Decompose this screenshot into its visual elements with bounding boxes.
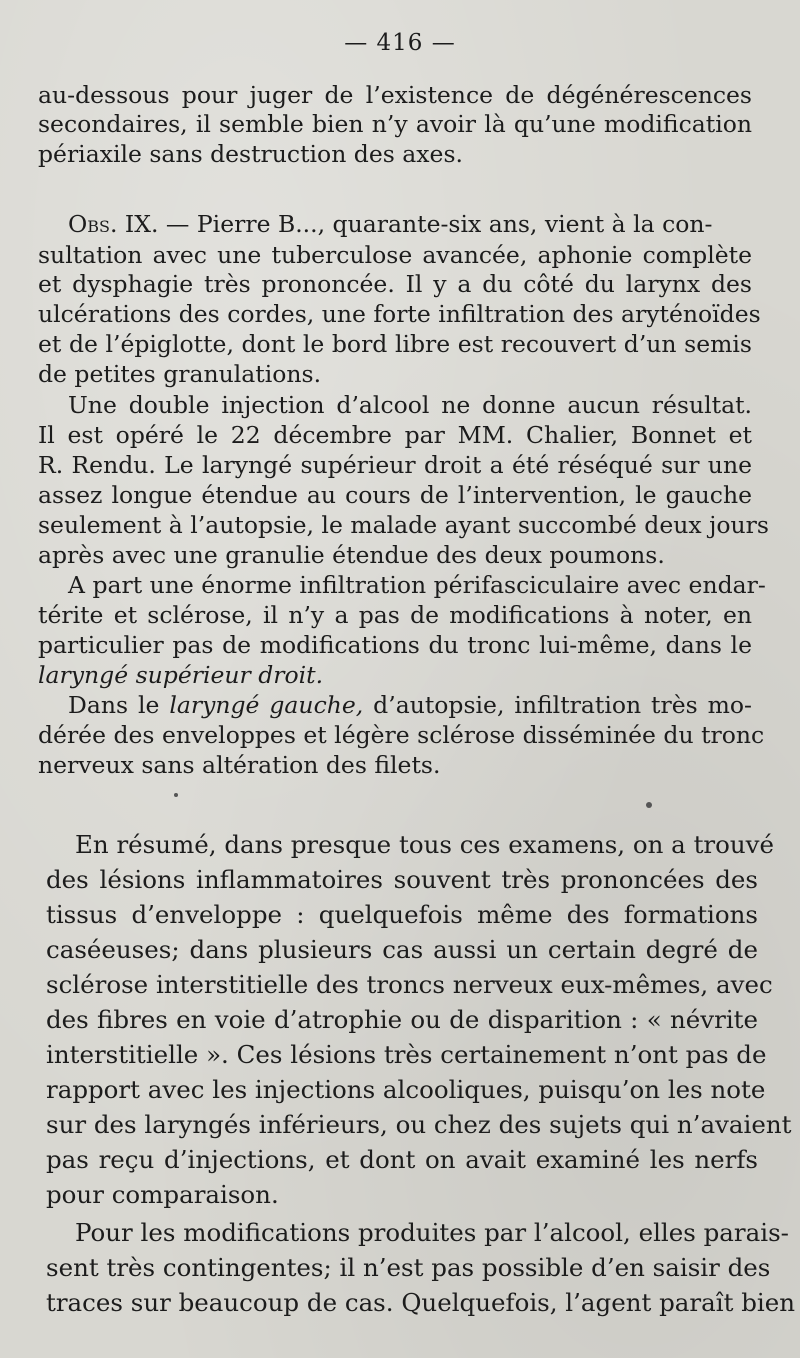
text-line: Une double injection d’alcool ne donne aucun résultat. [68,391,752,419]
text-line: Pour les modifications produites par l’alcool, elles parais- [75,1218,789,1247]
text-line: particulier pas de modifications du tronc lui-même, dans le [38,631,752,659]
text-line: dérée des enveloppes et légère sclérose disséminée du tronc [38,721,765,749]
text-line: rapport avec les injections alcooliques, puisqu’on les note [46,1075,766,1104]
text-line: et de l’épiglotte, dont le bord libre est recouvert d’un semis [38,330,752,358]
text-line: seulement à l’autopsie, le malade ayant succombé deux jours [38,511,769,539]
text-line: Il est opéré le 22 décembre par MM. Chalier, Bonnet et [38,421,752,449]
text-line: de petites granulations. [38,360,322,388]
text-line: interstitielle ». Ces lésions très certainement n’ont pas de [46,1040,767,1069]
text-line: caséeuses; dans plusieurs cas aussi un certain degré de [46,935,758,964]
text-line: ulcérations des cordes, une forte infiltration des aryténoïdes [38,300,761,328]
text-line: des lésions inflammatoires souvent très prononcées des [46,865,758,894]
text-line: A part une énorme infiltration périfasciculaire avec endar- [68,571,766,599]
text-fragment: d’autopsie, infiltration très mo- [363,691,752,719]
text-line: pas reçu d’injections, et dont on avait examiné les nerfs [46,1145,758,1174]
text-line: traces sur beaucoup de cas. Quelquefois, l’agent paraît bien [46,1288,795,1317]
obs-label: Obs. IX. [68,210,159,238]
text-line: périaxile sans destruction des axes. [38,140,463,168]
text-line: sent très contingentes; il n’est pas possible d’en saisir des [46,1253,771,1282]
text-line: sur des laryngés inférieurs, ou chez des sujets qui n’avaient [46,1110,792,1139]
text-line: nerveux sans altération des filets. [38,751,441,779]
paper-speck [646,802,652,808]
text-line: pour comparaison. [46,1180,279,1209]
text-line: tissus d’enveloppe : quelquefois même des formations [46,900,758,929]
text-line-italic: laryngé supérieur droit. [38,661,324,689]
page-number: — 416 — [344,30,456,56]
text-line: assez longue étendue au cours de l’intervention, le gauche [38,481,752,509]
text-line: secondaires, il semble bien n’y avoir là qu’une modification [38,110,752,138]
text-line: sclérose interstitielle des troncs nerveux eux-mêmes, avec [46,970,773,999]
text-line [68,690,752,720]
text-line: R. Rendu. Le laryngé supérieur droit a été réséqué sur une [38,451,752,479]
obs-first-line: — Pierre B..., quarante-six ans, vient à la con- [158,210,713,238]
text-fragment: Dans le [68,691,170,719]
text-line: En résumé, dans presque tous ces examens, on a trouvé [75,830,775,859]
obs-heading-line [68,209,752,239]
text-line: au-dessous pour juger de l’existence de dégénérescences [38,81,752,109]
paper-speck [174,793,178,797]
text-fragment-italic: laryngé gauche, [169,691,364,719]
text-line: des fibres en voie d’atrophie ou de disparition : « névrite [46,1005,758,1034]
text-line: térite et sclérose, il n’y a pas de modifications à noter, en [38,601,752,629]
text-line: et dysphagie très prononcée. Il y a du côté du larynx des [38,270,752,298]
text-line: après avec une granulie étendue des deux poumons. [38,541,665,569]
text-line: sultation avec une tuberculose avancée, aphonie complète [38,241,752,269]
